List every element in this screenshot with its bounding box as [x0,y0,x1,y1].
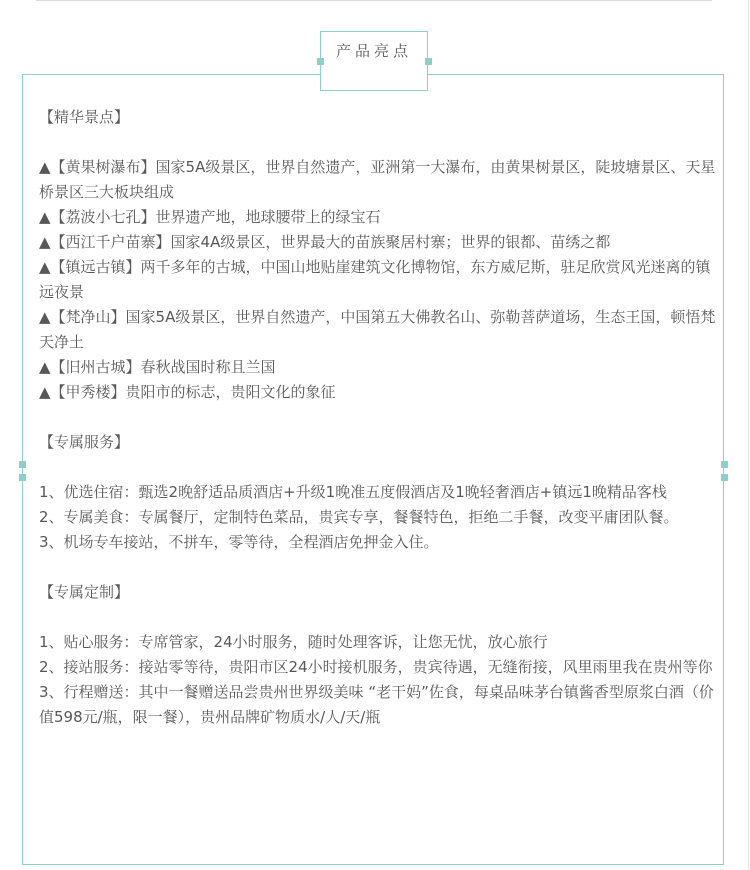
service-item-airport: 3、机场专车接站，不拼车，零等待，全程酒店免押金入住。 [39,533,439,551]
custom-item-butler: 1、贴心服务：专席管家，24小时服务，随时处理客诉，让您无忧，放心旅行 [39,633,548,651]
decor-square-left-mid-bottom [19,474,26,481]
section-heading-service: 【专属服务】 [39,433,130,451]
right-edge-line [748,0,749,870]
page-title: 产品亮点 [335,42,412,60]
top-divider [36,0,712,1]
service-item-food: 2、专属美食：专属餐厅，定制特色菜品，贵宾专享，餐餐特色，拒绝二手餐，改变平庸团队餐。 [39,508,679,526]
section-heading-scenic: 【精华景点】 [39,108,130,126]
decor-square-left-mid-top [19,461,26,468]
highlights-content [39,105,719,730]
scenic-item-zhenyuan: ▲【镇远古镇】两千多年的古城，中国山地贴崖建筑文化博物馆，东方威尼斯，驻足欣赏风光迷离的镇远夜景 [39,258,711,301]
scenic-item-fanjingshan: ▲【梵净山】国家5A级景区，世界自然遗产，中国第五大佛教名山、弥勒菩萨道场，生态王国，顿悟梵天净土 [39,308,716,351]
custom-item-gift: 3、行程赠送：其中一餐赠送品尝贵州世界级美味 “老干妈”佐食，每桌品味茅台镇酱香型原浆白酒（价值598元/瓶，限一餐），贵州品牌矿物质水/人/天/瓶 [39,683,714,726]
decor-square-right-mid-bottom [721,474,728,481]
decor-square-right [425,58,432,65]
scenic-item-jiuzhou: ▲【旧州古城】春秋战国时称且兰国 [39,358,276,376]
scenic-item-huangguoshu: ▲【黄果树瀑布】国家5A级景区，世界自然遗产，亚洲第一大瀑布，由黄果树景区，陡坡塘景区、天星桥景区三大板块组成 [39,158,716,201]
section-title-box [320,31,428,91]
scenic-item-jiaxiulou: ▲【甲秀楼】贵阳市的标志，贵阳文化的象征 [39,383,336,401]
decor-square-left [317,58,324,65]
decor-square-right-mid-top [721,461,728,468]
section-heading-custom: 【专属定制】 [39,583,130,601]
service-item-hotel: 1、优选住宿：甄选2晚舒适品质酒店+升级1晚准五度假酒店及1晚轻奢酒店+镇远1晚精品客栈 [39,483,667,501]
custom-item-pickup: 2、接站服务：接站零等待，贵阳市区24小时接机服务，贵宾待遇，无缝衔接，风里雨里我在贵州等你 [39,658,713,676]
scenic-item-libo: ▲【荔波小七孔】世界遗产地，地球腰带上的绿宝石 [39,208,381,226]
scenic-item-xijiang: ▲【西江千户苗寨】国家4A级景区，世界最大的苗族聚居村寨；世界的银都、苗绣之都 [39,233,611,251]
